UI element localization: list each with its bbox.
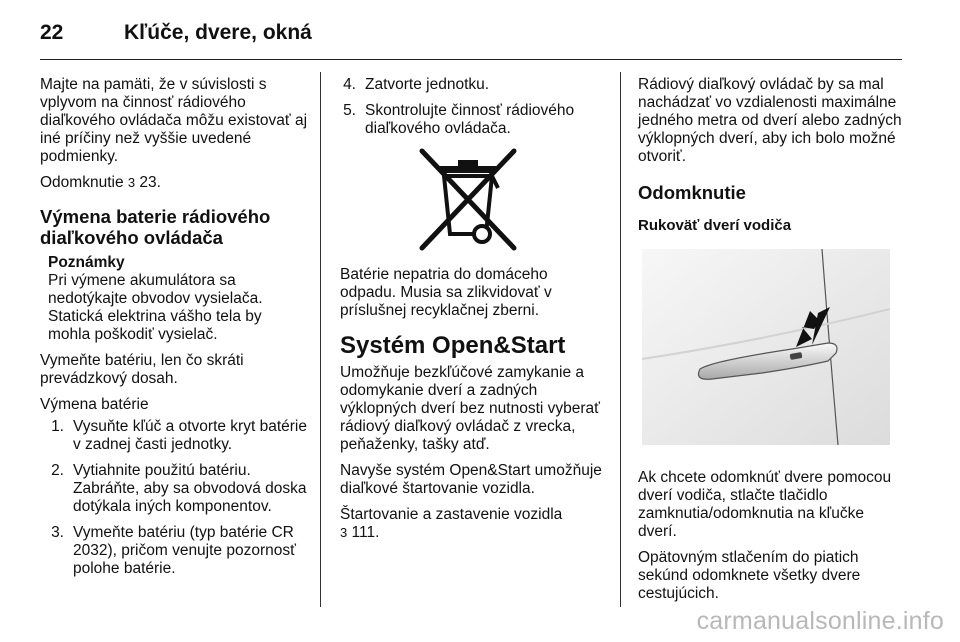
paragraph: Majte na pamäti, že v súvislosti s vplyvom na činnosť rádiového diaľkového ovládača môžu existovať aj iné príčiny než vyššie uvedené podmienky. xyxy=(40,76,308,165)
header-rule xyxy=(40,59,902,60)
door-handle-illustration xyxy=(642,249,890,445)
chapter-title: Kľúče, dvere, okná xyxy=(124,21,312,44)
step-text: Vytiahnite použitú batériu. Zabráňte, aby sa obvodová doska dotýkala iných komponentov. xyxy=(73,462,307,515)
page-ref-arrow-icon: 3 xyxy=(127,175,136,190)
ref-page: 111. xyxy=(347,524,380,541)
ref-page: 23. xyxy=(135,174,161,191)
step-text: Zatvorte jednotku. xyxy=(365,76,490,93)
step-list xyxy=(48,418,308,578)
paragraph: Rádiový diaľkový ovládač by sa mal nachádzať vo vzdialenosti maximálne jedného metra od dverí alebo zadných výklopných dverí, aby ich bolo možné otvoriť. xyxy=(638,76,902,165)
step-text: Skontrolujte činnosť rádiového diaľkového ovládača. xyxy=(365,102,575,137)
paragraph: Opätovným stlačením do piatich sekúnd odomknete všetky dvere cestujúcich. xyxy=(638,549,861,602)
column-divider-2 xyxy=(620,72,621,607)
step-list xyxy=(340,76,602,138)
list-item xyxy=(48,418,308,454)
column-2 xyxy=(340,76,602,550)
page-number: 22 xyxy=(40,21,64,44)
step-text: Vysuňte kľúč a otvorte kryt batérie v zadnej časti jednotky. xyxy=(73,418,307,453)
paragraph: Navyše systém Open&Start umožňuje diaľkové štartovanie vozidla. xyxy=(340,462,602,497)
section-heading: Systém Open&Start xyxy=(340,332,566,359)
paragraph: Výmena batérie xyxy=(40,396,149,413)
section-heading: Výmena baterie rádiového diaľkového ovládača xyxy=(40,206,271,248)
ref-text: Odomknutie xyxy=(40,174,124,191)
step-text: Vymeňte batériu (typ batérie CR 2032), pričom venujte pozornosť polohe batérie. xyxy=(73,524,296,577)
paragraph: Vymeňte batériu, len čo skráti prevádzkový dosah. xyxy=(40,352,244,387)
list-item xyxy=(48,462,308,516)
column-1 xyxy=(40,76,308,586)
step-number: 1. xyxy=(51,418,64,435)
door-handle-image xyxy=(642,249,890,445)
note-box xyxy=(40,254,308,344)
ref-text: Štartovanie a zastavenie vozidla xyxy=(340,506,563,523)
list-item xyxy=(340,102,602,138)
crossed-out-wheelie-bin-icon xyxy=(418,148,518,252)
section-heading: Odomknutie xyxy=(638,182,746,203)
page-ref-arrow-icon: 3 xyxy=(340,525,348,540)
step-number: 5. xyxy=(343,102,356,119)
cross-reference xyxy=(340,506,602,542)
step-number: 4. xyxy=(343,76,356,93)
paragraph: Ak chcete odomknúť dvere pomocou dverí vodiča, stlačte tlačidlo zamknutia/odomknutia na kľučke dverí. xyxy=(638,469,892,540)
paragraph: Batérie nepatria do domáceho odpadu. Musia sa zlikvidovať v príslušnej recyklačnej zberni. xyxy=(340,266,552,319)
cross-reference xyxy=(40,174,308,192)
subheading: Rukoväť dverí vodiča xyxy=(638,217,792,234)
note-text: Pri výmene akumulátora sa nedotýkajte obvodov vysielača. Statická elektrina vášho tela by mohla poškodiť vysielač. xyxy=(48,272,263,343)
step-number: 3. xyxy=(51,524,64,541)
list-item xyxy=(48,524,308,578)
step-number: 2. xyxy=(51,462,64,479)
paragraph: Umožňuje bezkľúčové zamykanie a odomykanie dverí a zadných výklopných dverí bez nutnosti vyberať rádiový diaľkový ovládač z vrecka, peňaženky, tašky atď. xyxy=(340,364,600,453)
column-divider-1 xyxy=(320,72,321,607)
watermark: carmanualsonline.info xyxy=(696,607,944,635)
list-item xyxy=(340,76,602,94)
column-3 xyxy=(638,76,904,611)
note-title: Poznámky xyxy=(48,254,125,271)
